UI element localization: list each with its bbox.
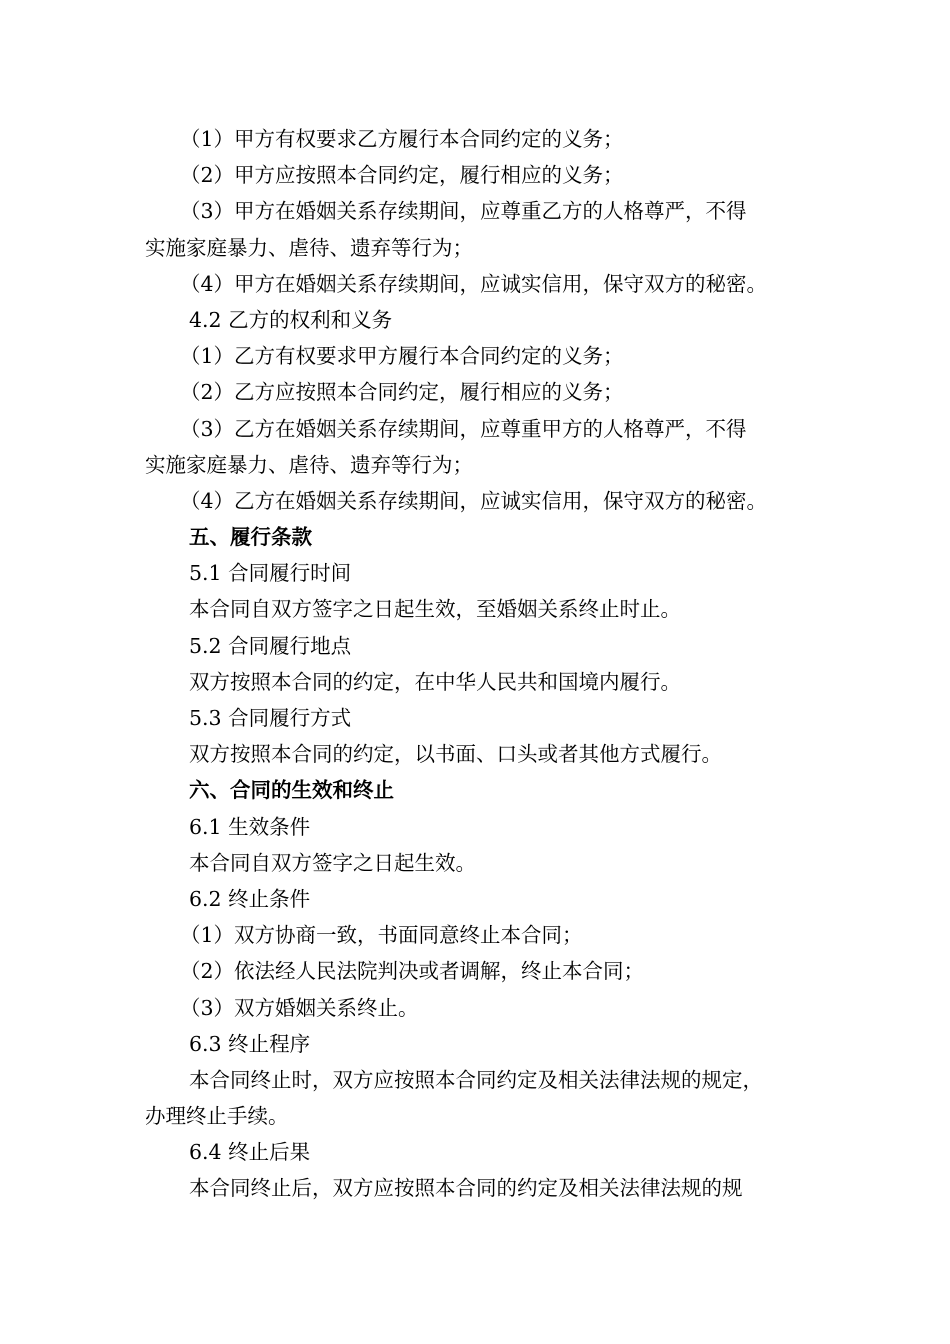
text-line: （1）双方协商一致，书面同意终止本合同； [180,923,583,948]
document-body [145,121,820,1207]
section-heading: 六、合同的生效和终止 [189,778,394,803]
text-line: （2）甲方应按照本合同约定，履行相应的义务； [180,163,624,188]
text-line: 双方按照本合同的约定，在中华人民共和国境内履行。 [189,669,681,694]
text-line: 4.2 乙方的权利和义务 [189,307,393,332]
section-heading: 五、履行条款 [189,525,312,550]
text-line: （4）乙方在婚姻关系存续期间，应诚实信用，保守双方的秘密。 [180,488,768,513]
text-line: （1）甲方有权要求乙方履行本合同约定的义务； [180,127,624,151]
text-line: 5.3 合同履行方式 [189,706,352,730]
text-line: 双方按照本合同的约定，以书面、口头或者其他方式履行。 [189,742,722,767]
text-line: （4）甲方在婚姻关系存续期间，应诚实信用，保守双方的秘密。 [180,271,768,296]
text-line: 实施家庭暴力、虐待、遗弃等行为； [145,235,473,260]
text-line: （2）依法经人民法院判决或者调解，终止本合同； [180,959,645,984]
text-line: （2）乙方应按照本合同约定，履行相应的义务； [180,380,624,405]
text-line: 6.3 终止程序 [189,1031,311,1056]
text-line: 6.2 终止条件 [189,886,311,911]
text-line: （3）甲方在婚姻关系存续期间，应尊重乙方的人格尊严，不得 [180,199,747,224]
text-line: 本合同终止后，双方应按照本合同的约定及相关法律法规的规 [189,1176,743,1201]
text-line: 本合同自双方签字之日起生效，至婚姻关系终止时止。 [189,597,681,622]
text-line: （3）双方婚姻关系终止。 [180,995,419,1020]
text-line: 6.1 生效条件 [189,814,311,839]
text-line: 本合同自双方签字之日起生效。 [189,850,476,875]
text-line: 本合同终止时，双方应按照本合同约定及相关法律法规的规定， [189,1067,763,1092]
text-line: 办理终止手续。 [145,1104,289,1129]
text-line: （1）乙方有权要求甲方履行本合同约定的义务； [180,344,624,369]
text-line: 5.2 合同履行地点 [189,633,352,658]
text-line: 实施家庭暴力、虐待、遗弃等行为； [145,452,473,477]
text-line: （3）乙方在婚姻关系存续期间，应尊重甲方的人格尊严，不得 [180,416,747,441]
text-line: 5.1 合同履行时间 [189,561,352,586]
text-line: 6.4 终止后果 [189,1140,311,1165]
